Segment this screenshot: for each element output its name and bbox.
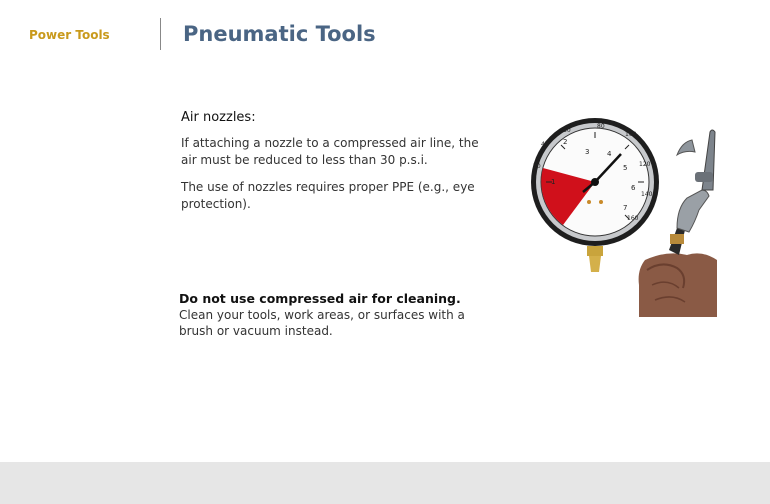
svg-text:1: 1 xyxy=(551,178,556,186)
svg-text:100: 100 xyxy=(625,131,637,138)
pressure-gauge-icon xyxy=(531,118,659,272)
svg-text:80: 80 xyxy=(597,123,605,130)
svg-text:4: 4 xyxy=(607,150,612,158)
air-nozzles-heading: Air nozzles: xyxy=(181,110,256,125)
air-nozzle-icon xyxy=(669,130,715,255)
svg-text:3: 3 xyxy=(585,148,590,156)
svg-text:120: 120 xyxy=(639,161,651,168)
section-label: Power Tools xyxy=(29,28,110,42)
svg-text:40: 40 xyxy=(541,141,549,148)
header-divider xyxy=(160,18,161,50)
svg-text:5: 5 xyxy=(623,164,628,172)
pressure-gauge-and-air-nozzle-photo xyxy=(527,110,717,317)
svg-text:160: 160 xyxy=(627,215,639,222)
svg-text:6: 6 xyxy=(631,184,636,192)
svg-text:140: 140 xyxy=(641,191,653,198)
svg-text:20: 20 xyxy=(533,163,541,170)
svg-text:2: 2 xyxy=(563,138,568,146)
footer-bar xyxy=(0,462,770,504)
nozzle-pressure-paragraph: If attaching a nozzle to a compressed air line, the air must be reduced to less than 30 p.s.i. xyxy=(181,136,479,167)
svg-text:7: 7 xyxy=(623,204,628,212)
page-title: Pneumatic Tools xyxy=(183,22,376,46)
warning-body: Clean your tools, work areas, or surfaces with a brush or vacuum instead. xyxy=(179,308,465,338)
hand-image xyxy=(639,253,717,317)
svg-text:60: 60 xyxy=(563,127,571,134)
warning-title: Do not use compressed air for cleaning. xyxy=(179,291,461,306)
nozzle-ppe-paragraph: The use of nozzles requires proper PPE (e.g., eye protection). xyxy=(181,180,475,211)
